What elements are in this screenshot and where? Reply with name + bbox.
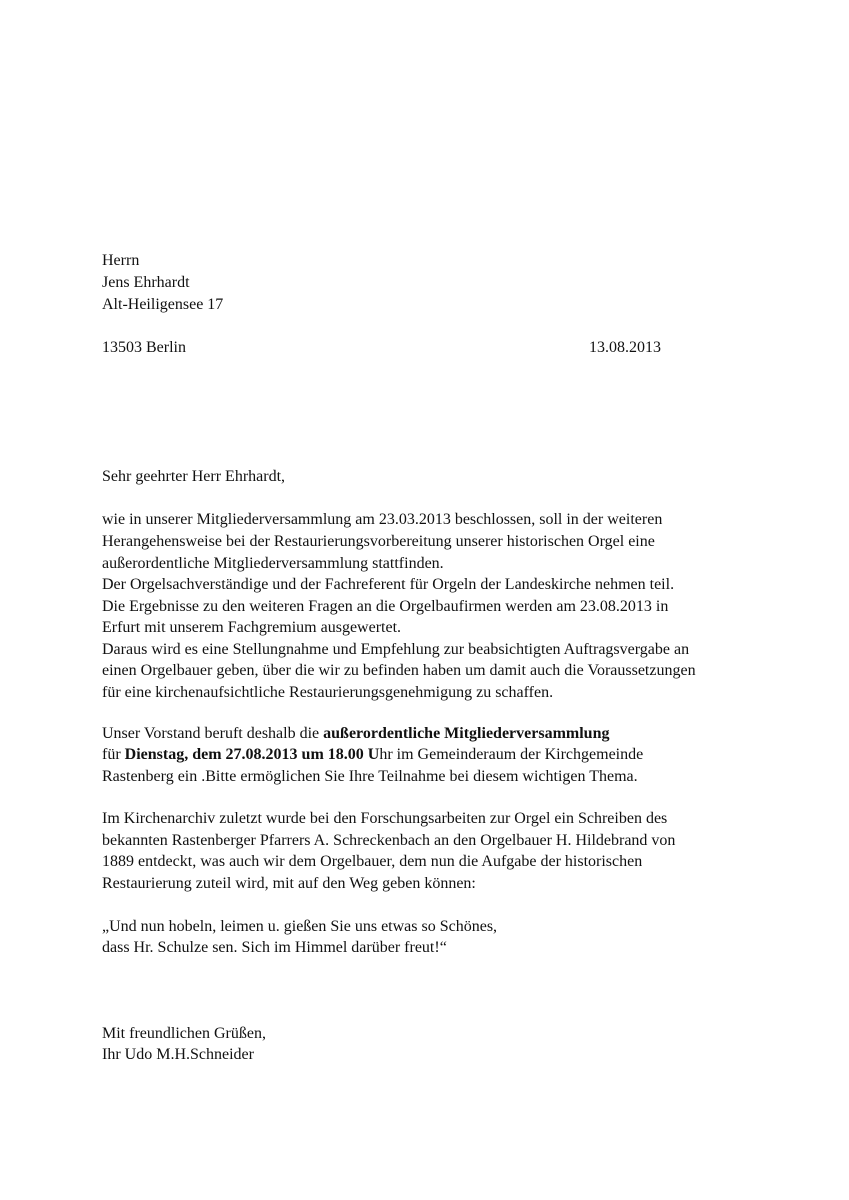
paragraph1-line: wie in unserer Mitgliederversammlung am 23.03.2013 beschlossen, soll in der weiteren xyxy=(102,511,663,528)
greeting: Sehr geehrter Herr Ehrhardt, xyxy=(102,468,286,485)
paragraph2-line: Rastenberg ein .Bitte ermöglichen Sie Ihre Teilnahme bei diesem wichtigen Thema. xyxy=(102,768,638,785)
paragraph1-line: für eine kirchenaufsichtliche Restaurierungsgenehmigung zu schaffen. xyxy=(102,684,554,701)
paragraph3-line: 1889 entdeckt, was auch wir dem Orgelbauer, dem nun die Aufgabe der historischen xyxy=(102,853,643,870)
paragraph2-text: Unser Vorstand beruft deshalb die xyxy=(102,725,324,742)
paragraph2-text: für xyxy=(102,746,125,763)
recipient-name: Jens Ehrhardt xyxy=(102,274,190,291)
recipient-city: 13503 Berlin xyxy=(102,339,186,356)
recipient-salutation: Herrn xyxy=(102,252,140,269)
meeting-date-bold: Dienstag, dem 27.08.2013 um 18.00 xyxy=(124,746,364,763)
paragraph1-line: Daraus wird es eine Stellungnahme und Empfehlung zur beabsichtigten Auftragsvergabe an xyxy=(102,641,690,658)
paragraph2-line xyxy=(102,744,643,766)
quote-line: „Und nun hobeln, leimen u. gießen Sie uns etwas so Schönes, xyxy=(102,918,498,935)
paragraph3-line: bekannten Rastenberger Pfarrers A. Schreckenbach an den Orgelbauer H. Hildebrand von xyxy=(102,832,676,849)
paragraph1-line: Der Orgelsachverständige und der Fachreferent für Orgeln der Landeskirche nehmen teil. xyxy=(102,576,675,593)
recipient-street: Alt-Heiligensee 17 xyxy=(102,296,224,313)
signature: Ihr Udo M.H.Schneider xyxy=(102,1046,254,1063)
quote-line: dass Hr. Schulze sen. Sich im Himmel darüber freut!“ xyxy=(102,939,447,956)
paragraph1-line: außerordentliche Mitgliederversammlung stattfinden. xyxy=(102,555,444,572)
paragraph1-line: Herangehensweise bei der Restaurierungsvorbereitung unserer historischen Orgel eine xyxy=(102,533,655,550)
meeting-type-bold: außerordentliche Mitgliederversammlung xyxy=(323,725,610,742)
paragraph1-line: Erfurt mit unserem Fachgremium ausgewertet. xyxy=(102,619,402,636)
letter-date: 13.08.2013 xyxy=(589,339,661,356)
paragraph3-line: Restaurierung zuteil wird, mit auf den Weg geben können: xyxy=(102,875,476,892)
paragraph2-text: hr im Gemeinderaum der Kirchgemeinde xyxy=(379,746,644,763)
paragraph2-line xyxy=(102,723,609,745)
meeting-time-bold: U xyxy=(367,746,380,763)
paragraph1-line: Die Ergebnisse zu den weiteren Fragen an die Orgelbaufirmen werden am 23.08.2013 in xyxy=(102,598,669,615)
paragraph1-line: einen Orgelbauer geben, über die wir zu befinden haben um damit auch die Voraussetzungen xyxy=(102,662,696,679)
paragraph3-line: Im Kirchenarchiv zuletzt wurde bei den Forschungsarbeiten zur Orgel ein Schreiben des xyxy=(102,810,668,827)
closing-regards: Mit freundlichen Grüßen, xyxy=(102,1025,266,1042)
